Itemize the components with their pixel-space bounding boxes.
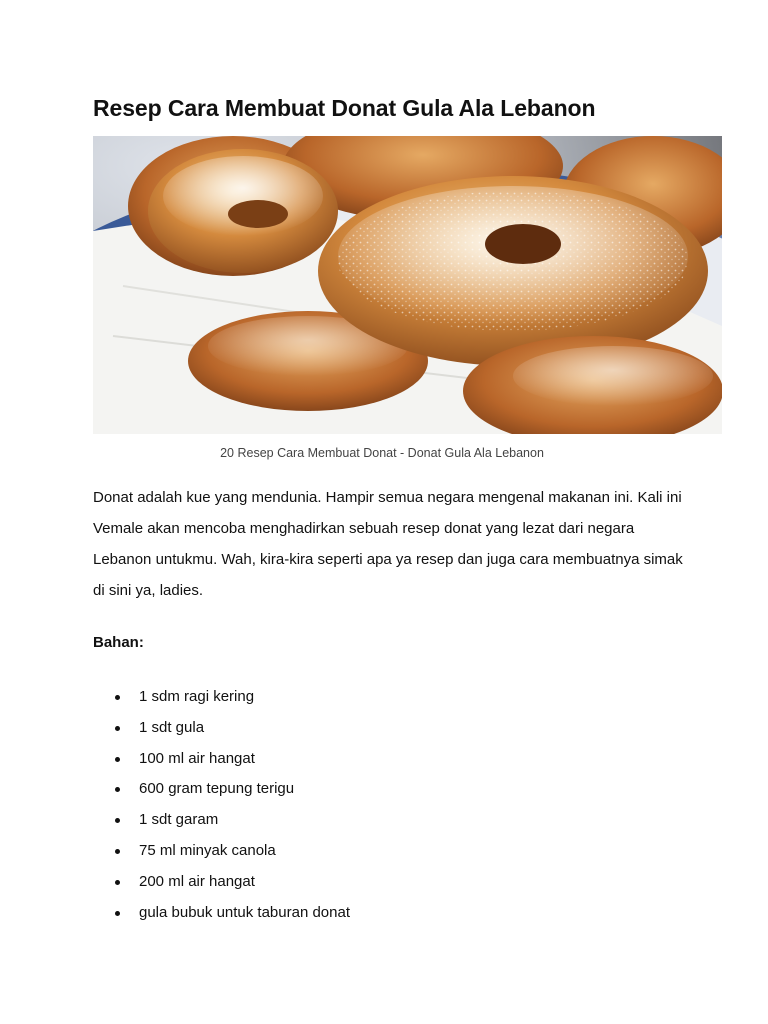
ingredient-text: 1 sdt gula xyxy=(139,718,205,736)
donut-photo-illustration xyxy=(93,136,722,434)
bullet-icon xyxy=(115,818,120,823)
ingredient-item xyxy=(93,777,350,808)
ingredient-text: 600 gram tepung terigu xyxy=(139,780,295,798)
ingredient-item xyxy=(93,901,350,932)
bullet-icon xyxy=(115,695,120,700)
bullet-icon xyxy=(115,726,120,731)
ingredient-text: 1 sdm ragi kering xyxy=(139,688,255,705)
ingredient-text: 200 ml air hangat xyxy=(139,872,255,890)
ingredients-heading: Bahan: xyxy=(93,634,144,651)
bullet-icon xyxy=(115,849,120,854)
bullet-icon xyxy=(115,911,120,916)
ingredient-item xyxy=(93,808,350,839)
page-title: Resep Cara Membuat Donat Gula Ala Lebanon xyxy=(93,95,596,121)
ingredient-item xyxy=(93,716,350,747)
ingredient-item xyxy=(93,839,350,870)
bullet-icon xyxy=(115,757,120,762)
bullet-icon xyxy=(115,880,120,885)
ingredient-text: 75 ml minyak canola xyxy=(139,841,276,859)
image-caption: 20 Resep Cara Membuat Donat - Donat Gula Ala Lebanon xyxy=(220,446,544,460)
ingredient-item xyxy=(93,685,350,716)
intro-paragraph: Donat adalah kue yang mendunia. Hampir semua negara mengenal makanan ini. Kali ini Vemale akan mencoba menghadirkan sebuah resep donat yang lezat dari negara Lebanon untukmu. Wah, kira-kira seperti apa ya resep dan juga cara membuatnya simak di sini ya, ladies. xyxy=(93,489,683,599)
donut-photo xyxy=(93,136,722,434)
ingredient-text: 1 sdt garam xyxy=(139,811,219,829)
ingredients-list xyxy=(93,685,350,931)
bullet-icon xyxy=(115,787,120,792)
ingredient-item xyxy=(93,747,350,778)
ingredient-text: gula bubuk untuk taburan donat xyxy=(139,903,351,921)
ingredient-text: 100 ml air hangat xyxy=(139,749,255,767)
ingredient-item xyxy=(93,870,350,901)
